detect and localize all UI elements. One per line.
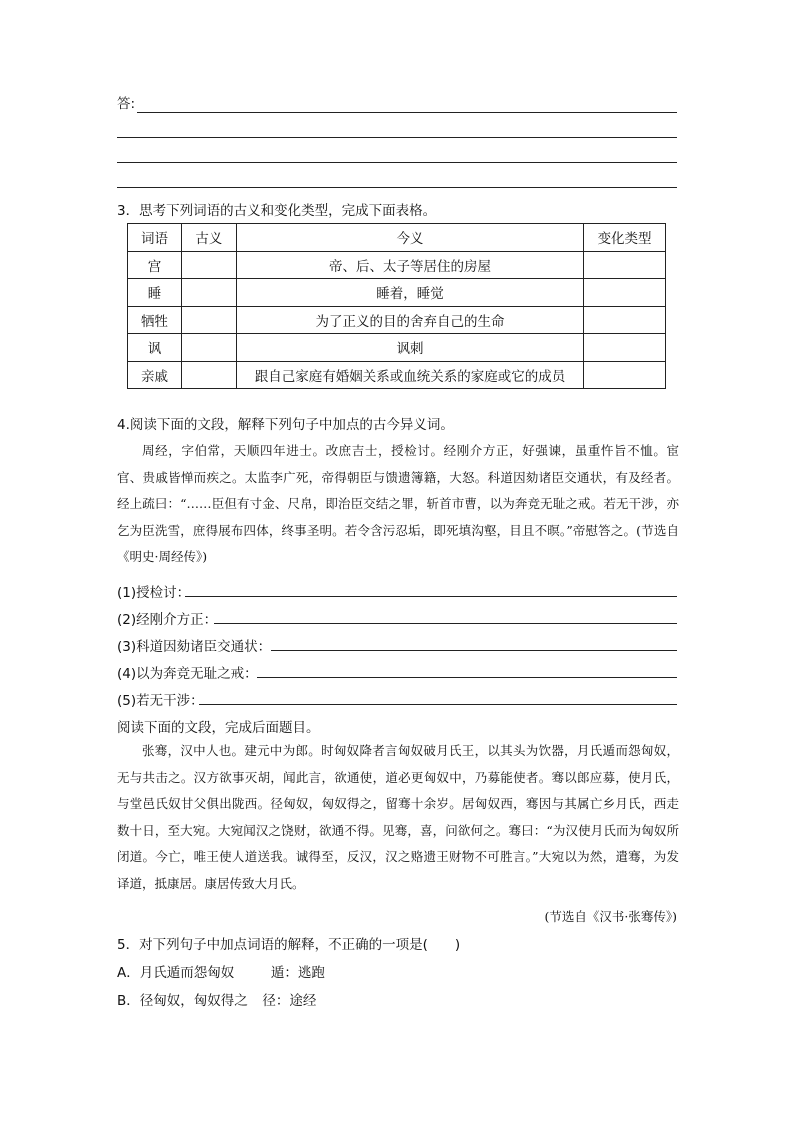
header-word: 词语 (128, 224, 182, 252)
cell-modern: 睡着，睡觉 (236, 279, 583, 307)
q4-item-5-line[interactable] (199, 704, 677, 705)
q5-option-a-gloss: 遁：逃跑 (270, 965, 325, 981)
q4-passage: 周经，字伯常，天顺四年进士。改庶吉士，授检讨。经刚介方正，好强谏，虽重忤旨不恤。宦官、贵戚皆惮而疾之。太监李广死，帝得朝臣与馈遗簿籍，大怒。科道因劾诸臣交通状，有及经者。经上疏曰：“……臣但有寸金、尺帛，即治臣交结之罪，斩首市曹，以为奔竞无耻之戒。若无干涉，亦乞为臣洗雪，庶得展布四体，终事圣明。若令含污忍垢，即死填沟壑，目且不暝。”帝慰答之。(节选自《明史·周经传》) (117, 443, 679, 564)
cell-word: 牺牲 (128, 306, 182, 334)
header-modern: 今义 (236, 224, 583, 252)
q4-item-2-line[interactable] (214, 623, 677, 624)
q4-item-5: (5)若无干涉： (117, 693, 204, 709)
table-row (128, 306, 666, 334)
table-row (128, 251, 666, 279)
cell-word: 宫 (128, 251, 182, 279)
q4-item-3: (3)科道因劾诸臣交通状： (117, 639, 272, 655)
q3-prompt: 3．思考下列词语的古义和变化类型，完成下面表格。 (117, 203, 437, 219)
q4-item-1: (1)授检讨： (117, 585, 191, 601)
vocab-table (127, 223, 666, 389)
header-ancient: 古义 (181, 224, 236, 252)
cell-ancient[interactable] (181, 361, 236, 389)
table-row (128, 361, 666, 389)
cell-ancient[interactable] (181, 251, 236, 279)
table-row (128, 334, 666, 362)
cell-word: 睡 (128, 279, 182, 307)
cell-type[interactable] (584, 251, 666, 279)
answer-line[interactable] (117, 137, 677, 138)
cell-word: 讽 (128, 334, 182, 362)
cell-modern: 跟自己家庭有婚姻关系或血统关系的家庭或它的成员 (236, 361, 583, 389)
q4-prompt: 4.阅读下面的文段，解释下列句子中加点的古今异义词。 (117, 417, 454, 433)
cell-modern: 帝、后、太子等居住的房屋 (236, 251, 583, 279)
q4-item-4: (4)以为奔竞无耻之戒： (117, 666, 258, 682)
reading-source: (节选自《汉书·张骞传》) (544, 909, 677, 924)
cell-type[interactable] (584, 306, 666, 334)
answer-line[interactable] (117, 162, 677, 163)
q5-option-a-sentence: A．月氏遁而怨匈奴 (117, 965, 235, 981)
answer-label: 答: (117, 96, 136, 112)
q4-item-3-line[interactable] (271, 650, 677, 651)
q4-item-2: (2)经刚介方正： (117, 612, 218, 628)
reading-passage: 张骞，汉中人也。建元中为郎。时匈奴降者言匈奴破月氏王，以其头为饮器，月氏遁而怨匈奴，无与共击之。汉方欲事灭胡，闻此言，欲通使，道必更匈奴中，乃募能使者。骞以郎应募，使月氏，与堂邑氏奴甘父俱出陇西。径匈奴，匈奴得之，留骞十余岁。居匈奴西，骞因与其属亡乡月氏，西走数十日，至大宛。大宛闻汉之饶财，欲通不得。见骞，喜，问欲何之。骞曰：“为汉使月氏而为匈奴所闭道。今亡，唯王使人道送我。诚得至，反汉，汉之赂遗王财物不可胜言。”大宛以为然，遣骞，为发译道，抵康居。康居传致大月氏。 (117, 743, 679, 891)
table-row (128, 279, 666, 307)
cell-ancient[interactable] (181, 306, 236, 334)
answer-line[interactable] (117, 187, 677, 188)
q4-item-1-line[interactable] (185, 596, 677, 597)
cell-ancient[interactable] (181, 279, 236, 307)
cell-type[interactable] (584, 361, 666, 389)
cell-ancient[interactable] (181, 334, 236, 362)
q5-prompt: 5．对下列句子中加点词语的解释，不正确的一项是( ) (117, 937, 461, 953)
cell-modern: 为了正义的目的舍弃自己的生命 (236, 306, 583, 334)
cell-type[interactable] (584, 334, 666, 362)
table-header-row (128, 224, 666, 252)
cell-modern: 讽刺 (236, 334, 583, 362)
q4-item-4-line[interactable] (257, 677, 677, 678)
answer-line[interactable] (137, 112, 677, 113)
cell-word: 亲戚 (128, 361, 182, 389)
q5-option-b-gloss: 径：途经 (262, 993, 317, 1009)
reading-intro: 阅读下面的文段，完成后面题目。 (117, 720, 320, 736)
cell-type[interactable] (584, 279, 666, 307)
q5-option-b-sentence: B．径匈奴，匈奴得之 (117, 993, 248, 1009)
q5-option-b (117, 989, 316, 1009)
q5-option-a (117, 961, 325, 981)
header-type: 变化类型 (584, 224, 666, 252)
